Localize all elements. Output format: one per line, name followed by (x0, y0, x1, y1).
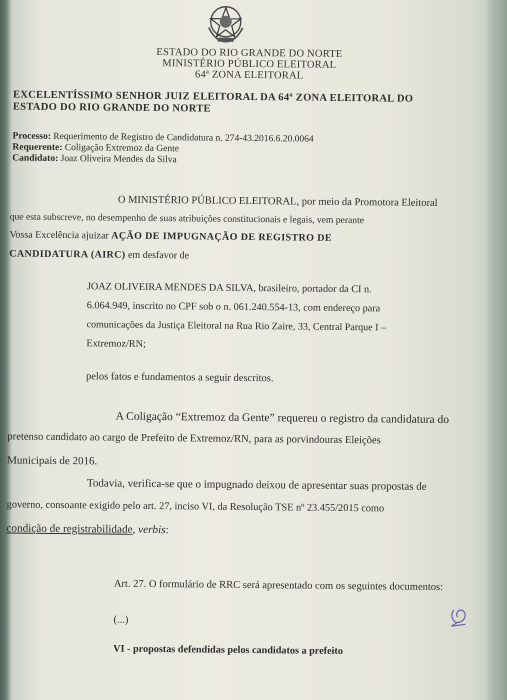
quote-line-1: Art. 27. O formulário de RRC será apresentado com os seguintes documentos: (113, 578, 444, 594)
header-zone: 64ª ZONA ELEITORAL (194, 69, 304, 82)
candidato-value: Joaz Oliveira Mendes da Silva (58, 154, 177, 166)
p1-line-3 (9, 229, 332, 243)
p5-colon: : (165, 524, 169, 537)
case-info (12, 132, 313, 168)
addressee (13, 90, 423, 118)
p2-line-2: 6.064.949, inscrito no CPF sob o n. 061.240.554-13, com endereço para (86, 300, 381, 315)
p2-line-4: Extremoz/RN; (86, 338, 146, 350)
quote-line-2: (...) (113, 614, 129, 626)
candidato-label: Candidato: (12, 153, 59, 165)
requerente-value: Coligação Extremoz da Gente (62, 143, 180, 155)
case-candidato (12, 154, 313, 168)
header-ministry: MINISTÉRIO PÚBLICO ELEITORAL (162, 58, 337, 71)
document-page (3, 0, 490, 700)
header-state: ESTADO DO RIO GRANDE DO NORTE (156, 47, 343, 60)
processo-label: Processo: (12, 131, 51, 142)
action-title: AÇÃO DE IMPUGNAÇÃO DE REGISTRO DE (111, 230, 333, 244)
p2-line-3: comunicações da Justiça Eleitoral na Rua Rio Zaire, 33, Central Parque I – (86, 319, 386, 334)
p1-line-4 (9, 248, 189, 261)
registrability-term: condição de registrabilidade (6, 522, 133, 536)
action-acronym: CANDIDATURA (AIRC) (9, 248, 126, 261)
p3-line: pelos fatos e fundamentos a seguir descritos. (85, 371, 274, 385)
p5-line-2: governo, consoante exigido pelo art. 27, inciso VI, da Resolução TSE nº 23.455/2015 como (6, 499, 385, 515)
addressee-line-2: ESTADO DO RIO GRANDE DO NORTE (12, 101, 211, 115)
processo-value: Requerimento de Registro de Candidatura n. 274-43.2016.6.20.0064 (50, 131, 314, 145)
verbis-term: verbis (138, 523, 166, 537)
p5-sep: , (132, 523, 139, 536)
p4-line-1: A Coligação “Extremoz da Gente” requereu o registro da candidatura do (115, 410, 450, 427)
p1-line-4-text: em desfavor de (125, 249, 190, 262)
p1-line-3-text: Vossa Excelência ajuizar (9, 229, 112, 242)
p1-line-2: que esta subscreve, no desempenho de suas atribuições constitucionais e legais, vem perante (9, 211, 365, 227)
initials-mark (447, 606, 471, 628)
p5-line-1: Todavia, verifica-se que o impugnado deixou de apresentar suas propostas de (86, 477, 427, 493)
addressee-line-1: EXCELENTÍSSIMO SENHOR JUIZ ELEITORAL DA 64ª ZONA ELEITORAL DO (12, 89, 414, 105)
requerente-label: Requerente: (12, 142, 63, 154)
p5-line-3 (6, 522, 168, 536)
p1-line-1: O MINISTÉRIO PÚBLICO ELEITORAL, por meio da Promotora Eleitoral (117, 194, 438, 209)
p2-line-1: JOAZ OLIVEIRA MENDES DA SILVA, brasileiro, portador da CI n. (86, 281, 372, 296)
p4-line-3: Municipais de 2016. (7, 454, 98, 468)
p4-line-2: pretenso candidato ao cargo de Prefeito de Extremoz/RN, para as porvindouras Eleições (7, 431, 381, 447)
coat-of-arms-icon (204, 2, 248, 44)
quote-line-3: VI - propostas defendidas pelos candidatos a prefeito (113, 643, 343, 658)
